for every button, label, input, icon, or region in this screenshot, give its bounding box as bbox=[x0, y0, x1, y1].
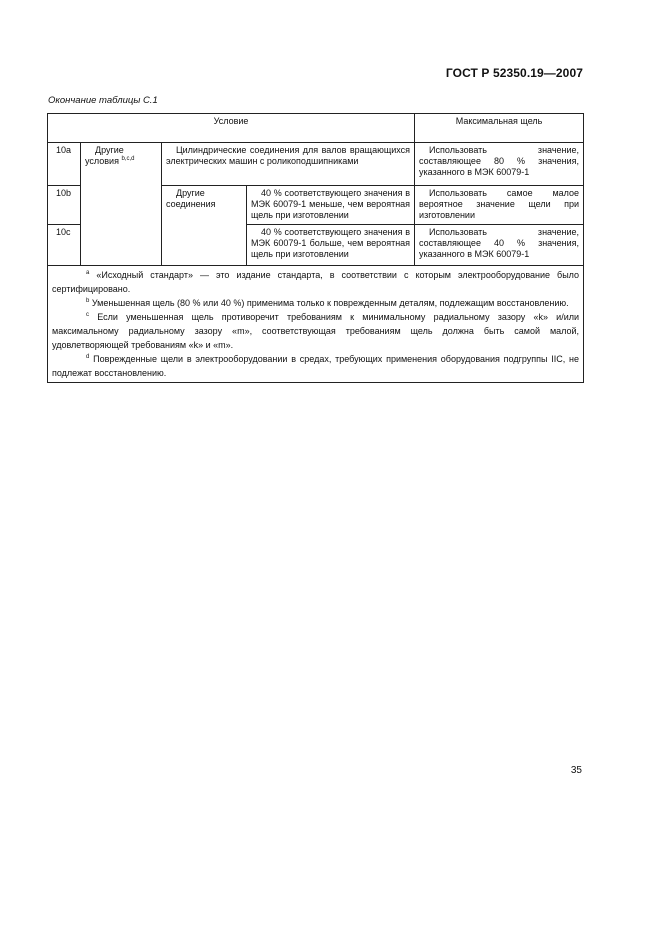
group-cell bbox=[81, 143, 162, 266]
table-caption: Окончание таблицы С.1 bbox=[48, 95, 158, 106]
row-id: 10b bbox=[48, 186, 81, 225]
condition-cell: 40 % соответствующего значения в МЭК 60079-1 больше, чем вероятная щель при изготовлении bbox=[247, 225, 415, 266]
footnote bbox=[52, 268, 579, 296]
header-max-gap: Максимальная щель bbox=[415, 114, 584, 143]
footnote-mark: a bbox=[86, 270, 90, 276]
header-condition: Условие bbox=[48, 114, 415, 143]
group-footnote-marks: b,c,d bbox=[121, 156, 135, 162]
footnote-mark: b bbox=[86, 298, 90, 304]
footnote-text: Уменьшенная щель (80 % или 40 %) применима только к поврежденным деталям, подлежащим восстановлению. bbox=[91, 298, 569, 308]
footnote bbox=[52, 352, 579, 380]
max-gap-cell: Использовать самое малое вероятное значение щели при изготовлении bbox=[415, 186, 584, 225]
footnotes-row bbox=[48, 266, 584, 383]
max-gap-cell: Использовать значение, составляющее 40 % значения, указанного в МЭК 60079-1 bbox=[415, 225, 584, 266]
table-c1-continuation bbox=[47, 113, 584, 383]
footnote-text: Поврежденные щели в электрооборудовании в средах, требующих применения оборудования подгруппы IIC, не подлежат восстановлению. bbox=[52, 354, 580, 378]
group-label: Другие условия bbox=[85, 145, 124, 166]
row-id: 10c bbox=[48, 225, 81, 266]
row-id: 10a bbox=[48, 143, 81, 186]
footnotes bbox=[48, 266, 584, 383]
footnote-mark: d bbox=[86, 354, 90, 360]
footnote-text: Если уменьшенная щель противоречит требованиям к минимальному радиальному зазору «k» и/или максимальному радиальному зазору «m», соответствующая требованиям щель должна быть самой малой, удовлетворяющей требованиям «k» и «m». bbox=[52, 312, 580, 350]
max-gap-cell: Использовать значение, составляющее 80 % значения, указанного в МЭК 60079-1 bbox=[415, 143, 584, 186]
footnote-mark: c bbox=[86, 312, 89, 318]
footnote bbox=[52, 310, 579, 352]
footnote bbox=[52, 296, 579, 310]
table-row bbox=[48, 143, 584, 186]
footnote-text: «Исходный стандарт» — это издание стандарта, в соответствии с которым электрооборудование было сертифицировано. bbox=[52, 270, 580, 294]
page-number: 35 bbox=[570, 765, 582, 776]
subgroup-cell: Другие соединения bbox=[162, 186, 247, 266]
condition-cell: Цилиндрические соединения для валов вращающихся электрических машин с роликоподшипниками bbox=[162, 143, 415, 186]
document-code: ГОСТ Р 52350.19—2007 bbox=[445, 66, 583, 80]
table-header-row bbox=[48, 114, 584, 143]
condition-cell: 40 % соответствующего значения в МЭК 60079-1 меньше, чем вероятная щель при изготовлении bbox=[247, 186, 415, 225]
